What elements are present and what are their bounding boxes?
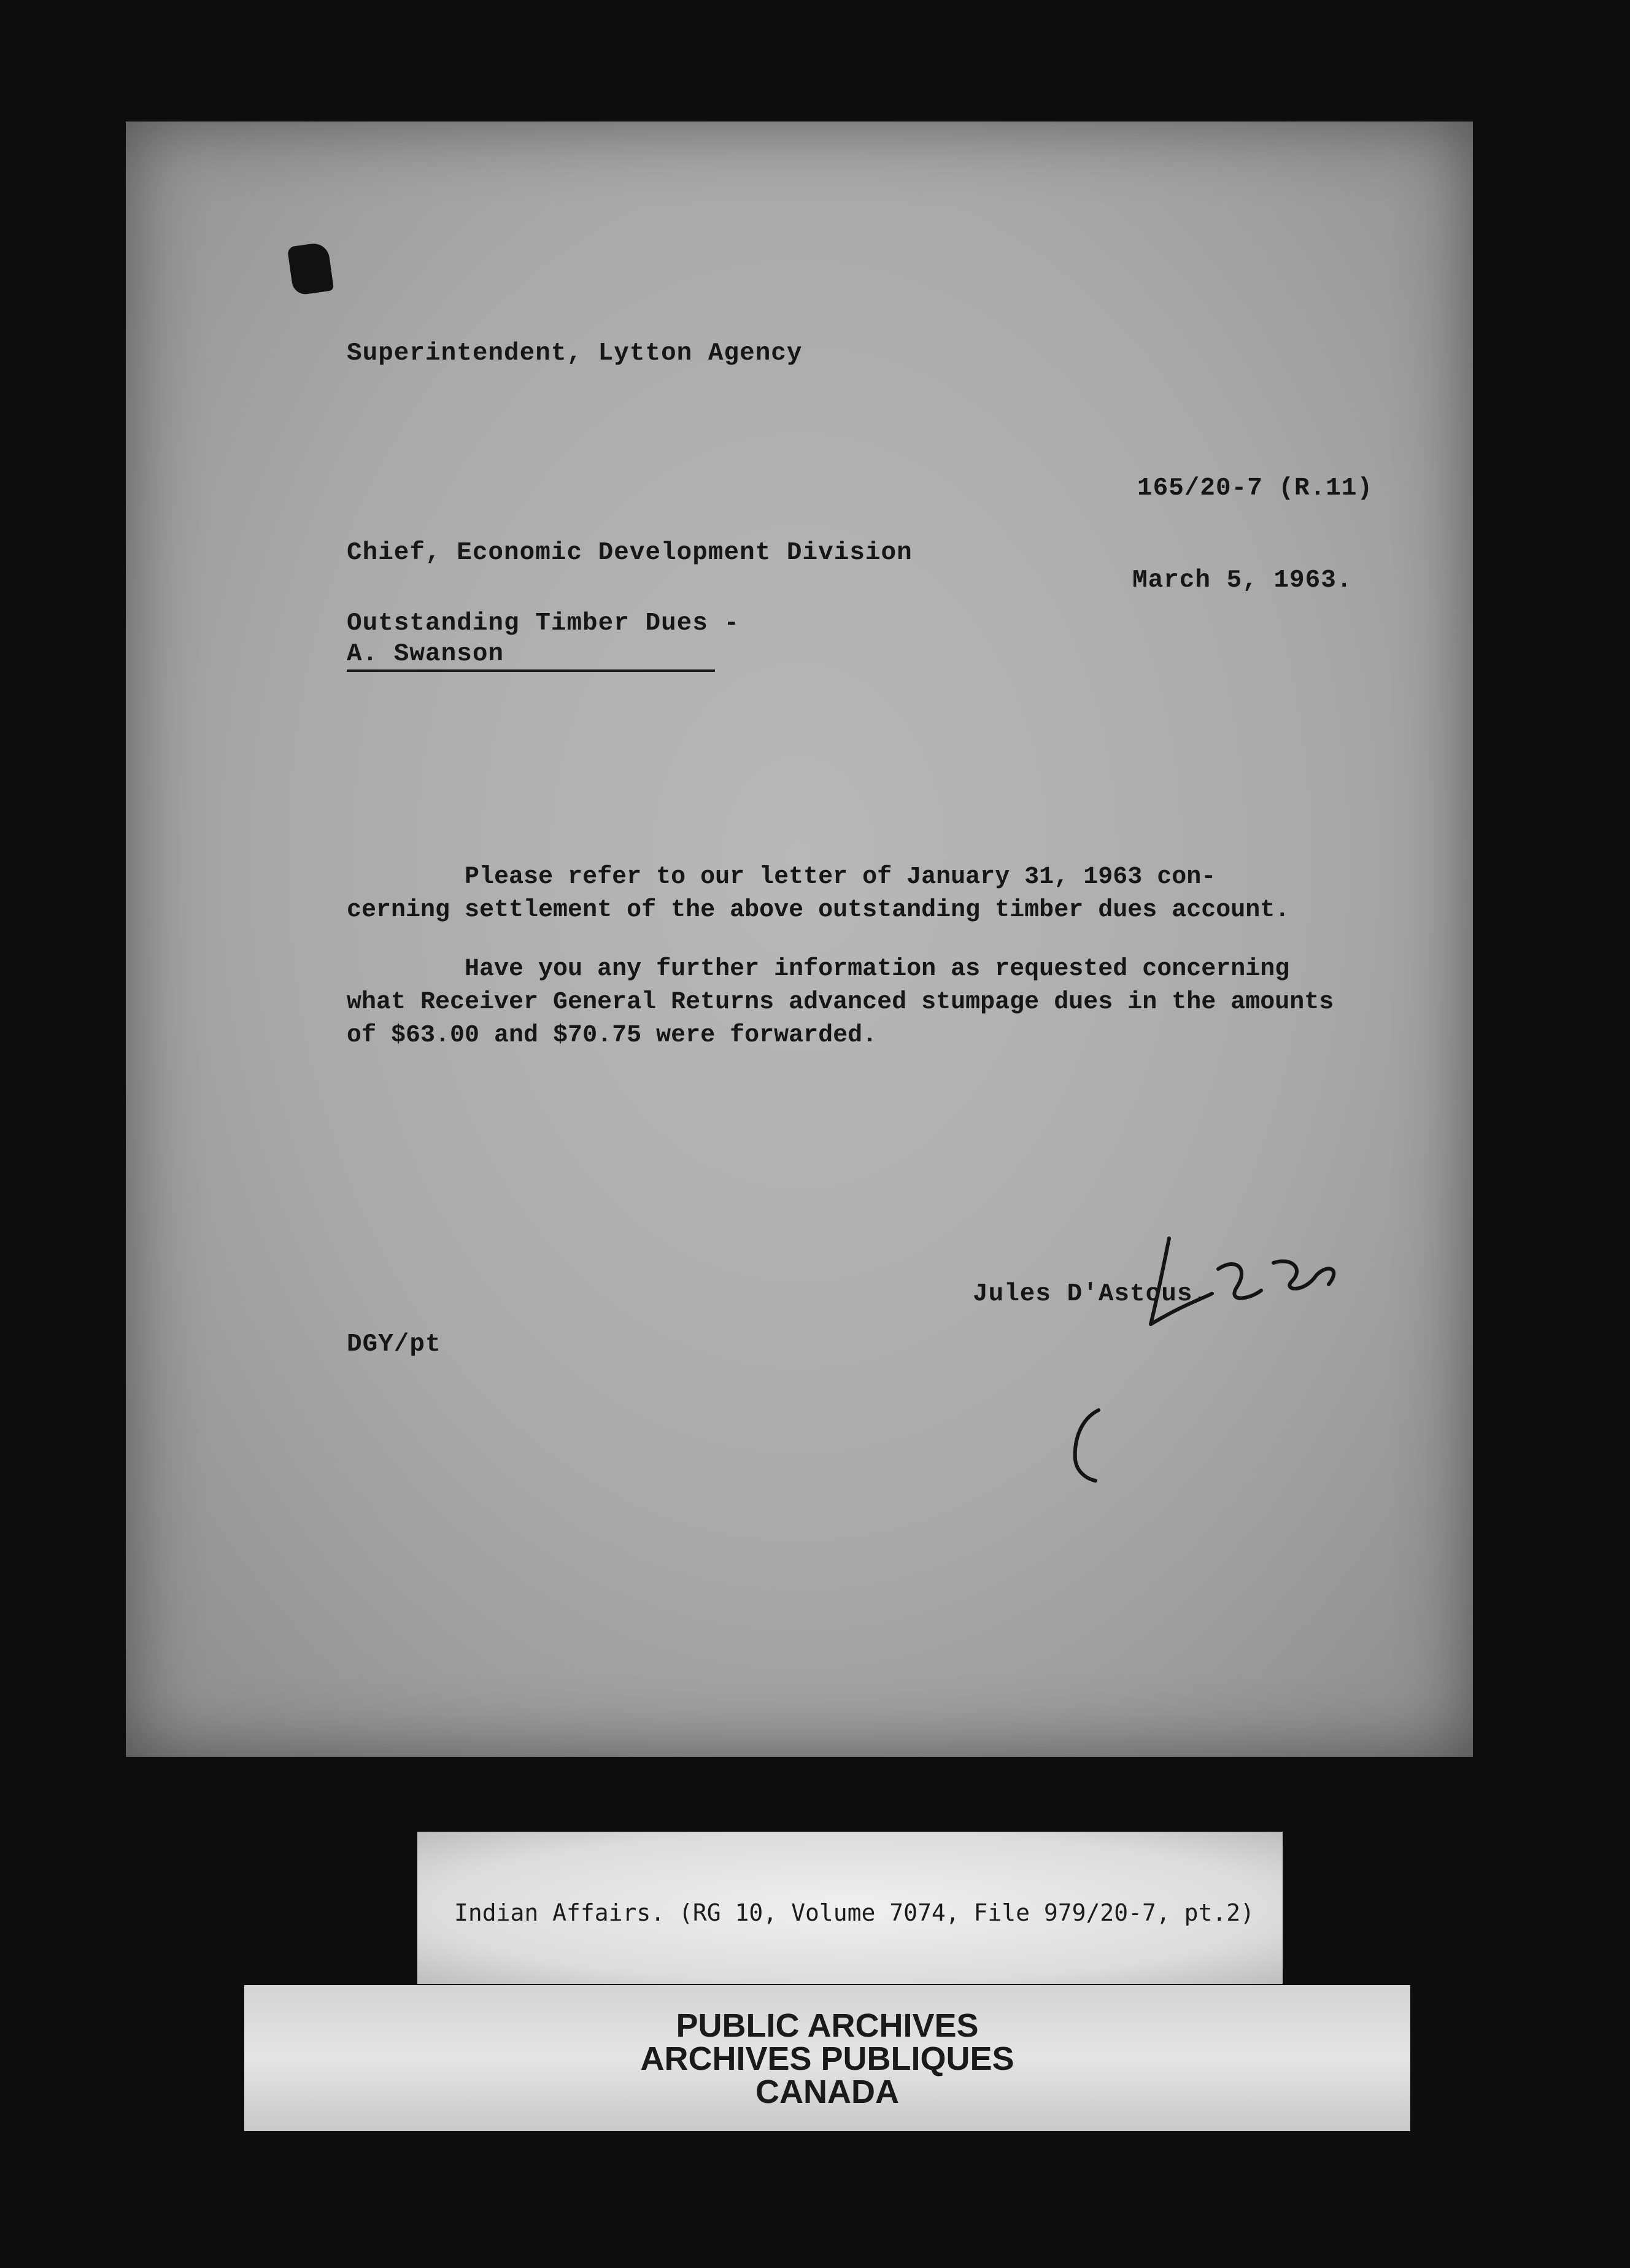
archive-citation-label: [417, 1832, 1283, 1984]
stamp-line-3: CANADA: [755, 2073, 899, 2110]
stamp-line-1: PUBLIC ARCHIVES: [676, 2007, 979, 2044]
paragraph-2-line-1: Have you any further information as requested concerning: [347, 955, 1290, 983]
paragraph-1-line-2: cerning settlement of the above outstanding timber dues account.: [347, 897, 1290, 924]
sender: Chief, Economic Development Division: [347, 539, 913, 567]
letter-date: March 5, 1963.: [1132, 566, 1353, 595]
recipient: Superintendent, Lytton Agency: [347, 339, 803, 368]
stamp-line-2: ARCHIVES PUBLIQUES: [640, 2040, 1014, 2077]
paragraph-1-line-1: Please refer to our letter of January 31, 1963 con-: [347, 863, 1216, 891]
punch-hole: [287, 242, 334, 296]
subject-line-1: Outstanding Timber Dues -: [347, 609, 740, 638]
subject-line-2: A. Swanson: [347, 640, 715, 672]
signatory-name: Jules D'Astous.: [973, 1280, 1209, 1308]
paragraph-2-line-2: what Receiver General Returns advanced stumpage dues in the amounts: [347, 989, 1334, 1016]
letter-page: [126, 122, 1473, 1757]
typist-initials: DGY/pt: [347, 1330, 441, 1359]
file-reference: 165/20-7 (R.11): [1137, 474, 1373, 503]
archive-stamp: [244, 1985, 1410, 2131]
signature-bracket: [1068, 1404, 1105, 1484]
citation-text: Indian Affairs. (RG 10, Volume 7074, File 979/20-7, pt.2): [454, 1899, 1255, 1926]
paragraph-2-line-3: of $63.00 and $70.75 were forwarded.: [347, 1022, 878, 1049]
